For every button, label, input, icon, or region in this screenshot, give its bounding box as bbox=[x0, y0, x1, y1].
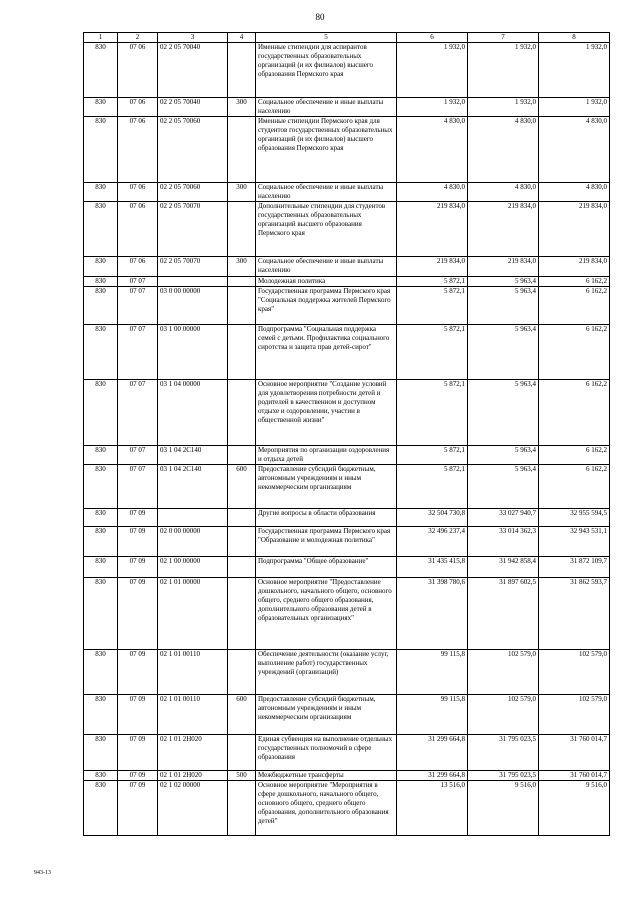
cell-section: 07 07 bbox=[118, 446, 158, 465]
cell-admin-code: 830 bbox=[84, 277, 118, 287]
cell-amount-year-1: 5 872,1 bbox=[397, 325, 468, 380]
page-number: 80 bbox=[315, 12, 325, 22]
cell-amount-year-1: 99 115,8 bbox=[397, 650, 468, 695]
cell-target-article: 02 1 01 2Н020 bbox=[158, 771, 228, 781]
cell-amount-year-1: 31 299 664,8 bbox=[397, 735, 468, 771]
cell-target-article: 03 0 00 00000 bbox=[158, 287, 228, 325]
header-row bbox=[84, 33, 610, 43]
cell-amount-year-3: 32 943 531,1 bbox=[539, 527, 610, 557]
cell-admin-code: 830 bbox=[84, 695, 118, 735]
cell-amount-year-2: 5 963,4 bbox=[468, 325, 539, 380]
cell-amount-year-3: 31 760 014,7 bbox=[539, 771, 610, 781]
cell-expense-type: 500 bbox=[228, 771, 256, 781]
cell-admin-code: 830 bbox=[84, 781, 118, 836]
cell-section: 07 09 bbox=[118, 771, 158, 781]
table-row bbox=[84, 509, 610, 527]
cell-amount-year-2: 219 834,0 bbox=[468, 257, 539, 277]
cell-description: Социальное обеспечение и иные выплаты населению bbox=[256, 183, 397, 202]
cell-amount-year-2: 33 027 940,7 bbox=[468, 509, 539, 527]
cell-admin-code: 830 bbox=[84, 325, 118, 380]
header-col-1: 1 bbox=[84, 33, 118, 43]
cell-amount-year-2: 5 963,4 bbox=[468, 287, 539, 325]
cell-amount-year-3: 6 162,2 bbox=[539, 277, 610, 287]
cell-description: Основное мероприятие "Предоставление дошкольного, начального общего, основного общего, среднего общего образования, дополнительного образования детей в образовательных организациях" bbox=[256, 578, 397, 650]
cell-section: 07 07 bbox=[118, 287, 158, 325]
cell-description: Подпрограмма "Социальная поддержка семей с детьми. Профилактика социального сиротства и защита прав детей-сирот" bbox=[256, 325, 397, 380]
table-row bbox=[84, 695, 610, 735]
cell-amount-year-1: 219 834,0 bbox=[397, 257, 468, 277]
cell-admin-code: 830 bbox=[84, 771, 118, 781]
table-row bbox=[84, 527, 610, 557]
cell-admin-code: 830 bbox=[84, 650, 118, 695]
cell-expense-type: 300 bbox=[228, 257, 256, 277]
cell-expense-type bbox=[228, 578, 256, 650]
cell-expense-type bbox=[228, 781, 256, 836]
cell-section: 07 07 bbox=[118, 380, 158, 446]
cell-admin-code: 830 bbox=[84, 117, 118, 183]
cell-amount-year-3: 6 162,2 bbox=[539, 287, 610, 325]
cell-expense-type bbox=[228, 557, 256, 578]
cell-section: 07 06 bbox=[118, 202, 158, 257]
cell-amount-year-3: 219 834,0 bbox=[539, 202, 610, 257]
cell-description: Обеспечение деятельности (оказание услуг, выполнение работ) государственных учреждений (организаций) bbox=[256, 650, 397, 695]
cell-description: Предоставление субсидий бюджетным, автономным учреждениям и иным некоммерческим организациям bbox=[256, 465, 397, 509]
cell-section: 07 06 bbox=[118, 98, 158, 117]
cell-amount-year-3: 102 579,0 bbox=[539, 695, 610, 735]
cell-description: Единая субвенция на выполнение отдельных государственных полномочий в сфере образования bbox=[256, 735, 397, 771]
cell-description: Другие вопросы в области образования bbox=[256, 509, 397, 527]
cell-amount-year-3: 102 579,0 bbox=[539, 650, 610, 695]
cell-amount-year-1: 4 830,0 bbox=[397, 183, 468, 202]
cell-amount-year-1: 32 504 730,8 bbox=[397, 509, 468, 527]
cell-amount-year-2: 31 795 023,5 bbox=[468, 735, 539, 771]
table-row bbox=[84, 277, 610, 287]
cell-amount-year-3: 6 162,2 bbox=[539, 325, 610, 380]
table-body bbox=[84, 43, 610, 836]
cell-amount-year-3: 31 862 593,7 bbox=[539, 578, 610, 650]
cell-admin-code: 830 bbox=[84, 257, 118, 277]
cell-amount-year-2: 31 795 023,5 bbox=[468, 771, 539, 781]
cell-amount-year-2: 9 516,0 bbox=[468, 781, 539, 836]
cell-description: Молодежная политика bbox=[256, 277, 397, 287]
table-row bbox=[84, 117, 610, 183]
cell-section: 07 09 bbox=[118, 578, 158, 650]
cell-expense-type: 600 bbox=[228, 465, 256, 509]
cell-description: Социальное обеспечение и иные выплаты населению bbox=[256, 257, 397, 277]
cell-expense-type: 300 bbox=[228, 98, 256, 117]
cell-target-article: 02 0 00 00000 bbox=[158, 527, 228, 557]
table-row bbox=[84, 446, 610, 465]
budget-table bbox=[83, 32, 610, 836]
cell-amount-year-2: 5 963,4 bbox=[468, 380, 539, 446]
table-row bbox=[84, 183, 610, 202]
cell-section: 07 07 bbox=[118, 277, 158, 287]
cell-target-article: 02 1 02 00000 bbox=[158, 781, 228, 836]
table-header bbox=[84, 33, 610, 43]
table-row bbox=[84, 465, 610, 509]
cell-section: 07 09 bbox=[118, 735, 158, 771]
cell-target-article: 03 1 00 00000 bbox=[158, 325, 228, 380]
cell-target-article: 03 1 04 2С140 bbox=[158, 465, 228, 509]
cell-amount-year-2: 1 932,0 bbox=[468, 98, 539, 117]
cell-amount-year-1: 1 932,0 bbox=[397, 98, 468, 117]
document-code: 943-13 bbox=[34, 870, 51, 876]
cell-section: 07 09 bbox=[118, 509, 158, 527]
cell-target-article: 02 2 05 70060 bbox=[158, 117, 228, 183]
cell-amount-year-2: 31 942 858,4 bbox=[468, 557, 539, 578]
table-row bbox=[84, 257, 610, 277]
cell-admin-code: 830 bbox=[84, 287, 118, 325]
cell-amount-year-3: 32 955 594,5 bbox=[539, 509, 610, 527]
header-col-2: 2 bbox=[118, 33, 158, 43]
cell-amount-year-2: 102 579,0 bbox=[468, 695, 539, 735]
cell-amount-year-1: 31 435 415,8 bbox=[397, 557, 468, 578]
cell-amount-year-2: 4 830,0 bbox=[468, 183, 539, 202]
cell-expense-type bbox=[228, 509, 256, 527]
cell-expense-type: 300 bbox=[228, 183, 256, 202]
cell-admin-code: 830 bbox=[84, 465, 118, 509]
cell-amount-year-1: 5 872,1 bbox=[397, 446, 468, 465]
cell-target-article: 02 1 01 00000 bbox=[158, 578, 228, 650]
cell-expense-type bbox=[228, 380, 256, 446]
cell-expense-type bbox=[228, 277, 256, 287]
cell-section: 07 09 bbox=[118, 650, 158, 695]
cell-amount-year-1: 219 834,0 bbox=[397, 202, 468, 257]
cell-amount-year-2: 31 897 602,5 bbox=[468, 578, 539, 650]
cell-description: Основное мероприятие "Создание условий для удовлетворения потребности детей и родителей в качественном и доступном отдыхе и оздоровлении, участии в общественной жизни" bbox=[256, 380, 397, 446]
cell-description: Именные стипендии Пермского края для студентов государственных образовательных организаций (и их филиалов) высшего образования Пермского края bbox=[256, 117, 397, 183]
header-col-3: 3 bbox=[158, 33, 228, 43]
cell-admin-code: 830 bbox=[84, 557, 118, 578]
cell-target-article: 02 2 05 70070 bbox=[158, 257, 228, 277]
cell-expense-type bbox=[228, 446, 256, 465]
cell-target-article: 02 1 00 00000 bbox=[158, 557, 228, 578]
cell-amount-year-1: 4 830,0 bbox=[397, 117, 468, 183]
cell-description: Социальное обеспечение и иные выплаты населению bbox=[256, 98, 397, 117]
table-row bbox=[84, 650, 610, 695]
cell-description: Именные стипендии для аспирантов государственных образовательных организаций (и их филиалов) высшего образования Пермского края bbox=[256, 43, 397, 98]
cell-section: 07 09 bbox=[118, 781, 158, 836]
cell-amount-year-3: 9 516,0 bbox=[539, 781, 610, 836]
cell-section: 07 07 bbox=[118, 465, 158, 509]
cell-amount-year-3: 1 932,0 bbox=[539, 43, 610, 98]
cell-amount-year-2: 5 963,4 bbox=[468, 446, 539, 465]
cell-amount-year-3: 1 932,0 bbox=[539, 98, 610, 117]
cell-target-article bbox=[158, 509, 228, 527]
cell-admin-code: 830 bbox=[84, 509, 118, 527]
cell-admin-code: 830 bbox=[84, 380, 118, 446]
cell-target-article: 02 2 05 70060 bbox=[158, 183, 228, 202]
cell-amount-year-3: 219 834,0 bbox=[539, 257, 610, 277]
cell-target-article: 02 2 05 70070 bbox=[158, 202, 228, 257]
cell-admin-code: 830 bbox=[84, 735, 118, 771]
cell-target-article bbox=[158, 277, 228, 287]
table-row bbox=[84, 578, 610, 650]
cell-description: Подпрограмма "Общее образование" bbox=[256, 557, 397, 578]
cell-amount-year-3: 4 830,0 bbox=[539, 183, 610, 202]
table-row bbox=[84, 771, 610, 781]
table-row bbox=[84, 98, 610, 117]
header-col-5: 5 bbox=[256, 33, 397, 43]
cell-admin-code: 830 bbox=[84, 202, 118, 257]
cell-amount-year-3: 6 162,2 bbox=[539, 465, 610, 509]
cell-amount-year-1: 31 299 664,8 bbox=[397, 771, 468, 781]
cell-expense-type: 600 bbox=[228, 695, 256, 735]
cell-amount-year-2: 33 014 362,3 bbox=[468, 527, 539, 557]
table-row bbox=[84, 325, 610, 380]
cell-amount-year-1: 5 872,1 bbox=[397, 287, 468, 325]
cell-section: 07 07 bbox=[118, 325, 158, 380]
cell-admin-code: 830 bbox=[84, 578, 118, 650]
table-row bbox=[84, 43, 610, 98]
cell-expense-type bbox=[228, 527, 256, 557]
cell-section: 07 06 bbox=[118, 43, 158, 98]
cell-amount-year-3: 31 760 014,7 bbox=[539, 735, 610, 771]
cell-description: Государственная программа Пермского края "Образование и молодежная политика" bbox=[256, 527, 397, 557]
cell-expense-type bbox=[228, 735, 256, 771]
cell-amount-year-1: 1 932,0 bbox=[397, 43, 468, 98]
cell-section: 07 06 bbox=[118, 117, 158, 183]
cell-amount-year-2: 5 963,4 bbox=[468, 277, 539, 287]
cell-section: 07 06 bbox=[118, 183, 158, 202]
cell-expense-type bbox=[228, 287, 256, 325]
cell-expense-type bbox=[228, 325, 256, 380]
table-row bbox=[84, 287, 610, 325]
table-row bbox=[84, 735, 610, 771]
cell-expense-type bbox=[228, 43, 256, 98]
table-row bbox=[84, 380, 610, 446]
cell-admin-code: 830 bbox=[84, 98, 118, 117]
cell-amount-year-1: 5 872,1 bbox=[397, 277, 468, 287]
cell-expense-type bbox=[228, 202, 256, 257]
cell-target-article: 02 1 01 00110 bbox=[158, 650, 228, 695]
cell-description: Межбюджетные трансферты bbox=[256, 771, 397, 781]
cell-admin-code: 830 bbox=[84, 43, 118, 98]
cell-description: Мероприятия по организации оздоровления и отдыха детей bbox=[256, 446, 397, 465]
cell-amount-year-2: 219 834,0 bbox=[468, 202, 539, 257]
cell-target-article: 02 1 01 00110 bbox=[158, 695, 228, 735]
cell-expense-type bbox=[228, 117, 256, 183]
cell-amount-year-3: 6 162,2 bbox=[539, 446, 610, 465]
cell-description: Дополнительные стипендии для студентов государственных образовательных организаций высшего образования Пермского края bbox=[256, 202, 397, 257]
cell-section: 07 09 bbox=[118, 557, 158, 578]
cell-amount-year-2: 5 963,4 bbox=[468, 465, 539, 509]
cell-section: 07 06 bbox=[118, 257, 158, 277]
cell-description: Предоставление субсидий бюджетным, автономным учреждениям и иным некоммерческим организациям bbox=[256, 695, 397, 735]
cell-target-article: 02 1 01 2Н020 bbox=[158, 735, 228, 771]
table-row bbox=[84, 202, 610, 257]
header-col-6: 6 bbox=[397, 33, 468, 43]
table-row bbox=[84, 557, 610, 578]
cell-amount-year-1: 5 872,1 bbox=[397, 380, 468, 446]
cell-amount-year-2: 4 830,0 bbox=[468, 117, 539, 183]
cell-target-article: 02 2 05 70040 bbox=[158, 98, 228, 117]
cell-amount-year-3: 4 830,0 bbox=[539, 117, 610, 183]
header-col-7: 7 bbox=[468, 33, 539, 43]
cell-amount-year-2: 102 579,0 bbox=[468, 650, 539, 695]
cell-amount-year-2: 1 932,0 bbox=[468, 43, 539, 98]
header-col-8: 8 bbox=[539, 33, 610, 43]
cell-description: Основное мероприятие "Мероприятия в сфере дошкольного, начального общего, основного общего, среднего общего образования, дополнительного образования детей" bbox=[256, 781, 397, 836]
cell-section: 07 09 bbox=[118, 695, 158, 735]
cell-admin-code: 830 bbox=[84, 527, 118, 557]
cell-amount-year-1: 99 115,8 bbox=[397, 695, 468, 735]
cell-target-article: 03 1 04 2С140 bbox=[158, 446, 228, 465]
cell-amount-year-1: 31 398 780,6 bbox=[397, 578, 468, 650]
cell-target-article: 03 1 04 00000 bbox=[158, 380, 228, 446]
table-row bbox=[84, 781, 610, 836]
cell-admin-code: 830 bbox=[84, 446, 118, 465]
header-col-4: 4 bbox=[228, 33, 256, 43]
cell-section: 07 09 bbox=[118, 527, 158, 557]
cell-amount-year-1: 13 516,0 bbox=[397, 781, 468, 836]
cell-admin-code: 830 bbox=[84, 183, 118, 202]
cell-amount-year-3: 6 162,2 bbox=[539, 380, 610, 446]
cell-description: Государственная программа Пермского края "Социальная поддержка жителей Пермского края" bbox=[256, 287, 397, 325]
cell-amount-year-3: 31 872 109,7 bbox=[539, 557, 610, 578]
cell-expense-type bbox=[228, 650, 256, 695]
cell-target-article: 02 2 05 70040 bbox=[158, 43, 228, 98]
cell-amount-year-1: 5 872,1 bbox=[397, 465, 468, 509]
cell-amount-year-1: 32 496 237,4 bbox=[397, 527, 468, 557]
